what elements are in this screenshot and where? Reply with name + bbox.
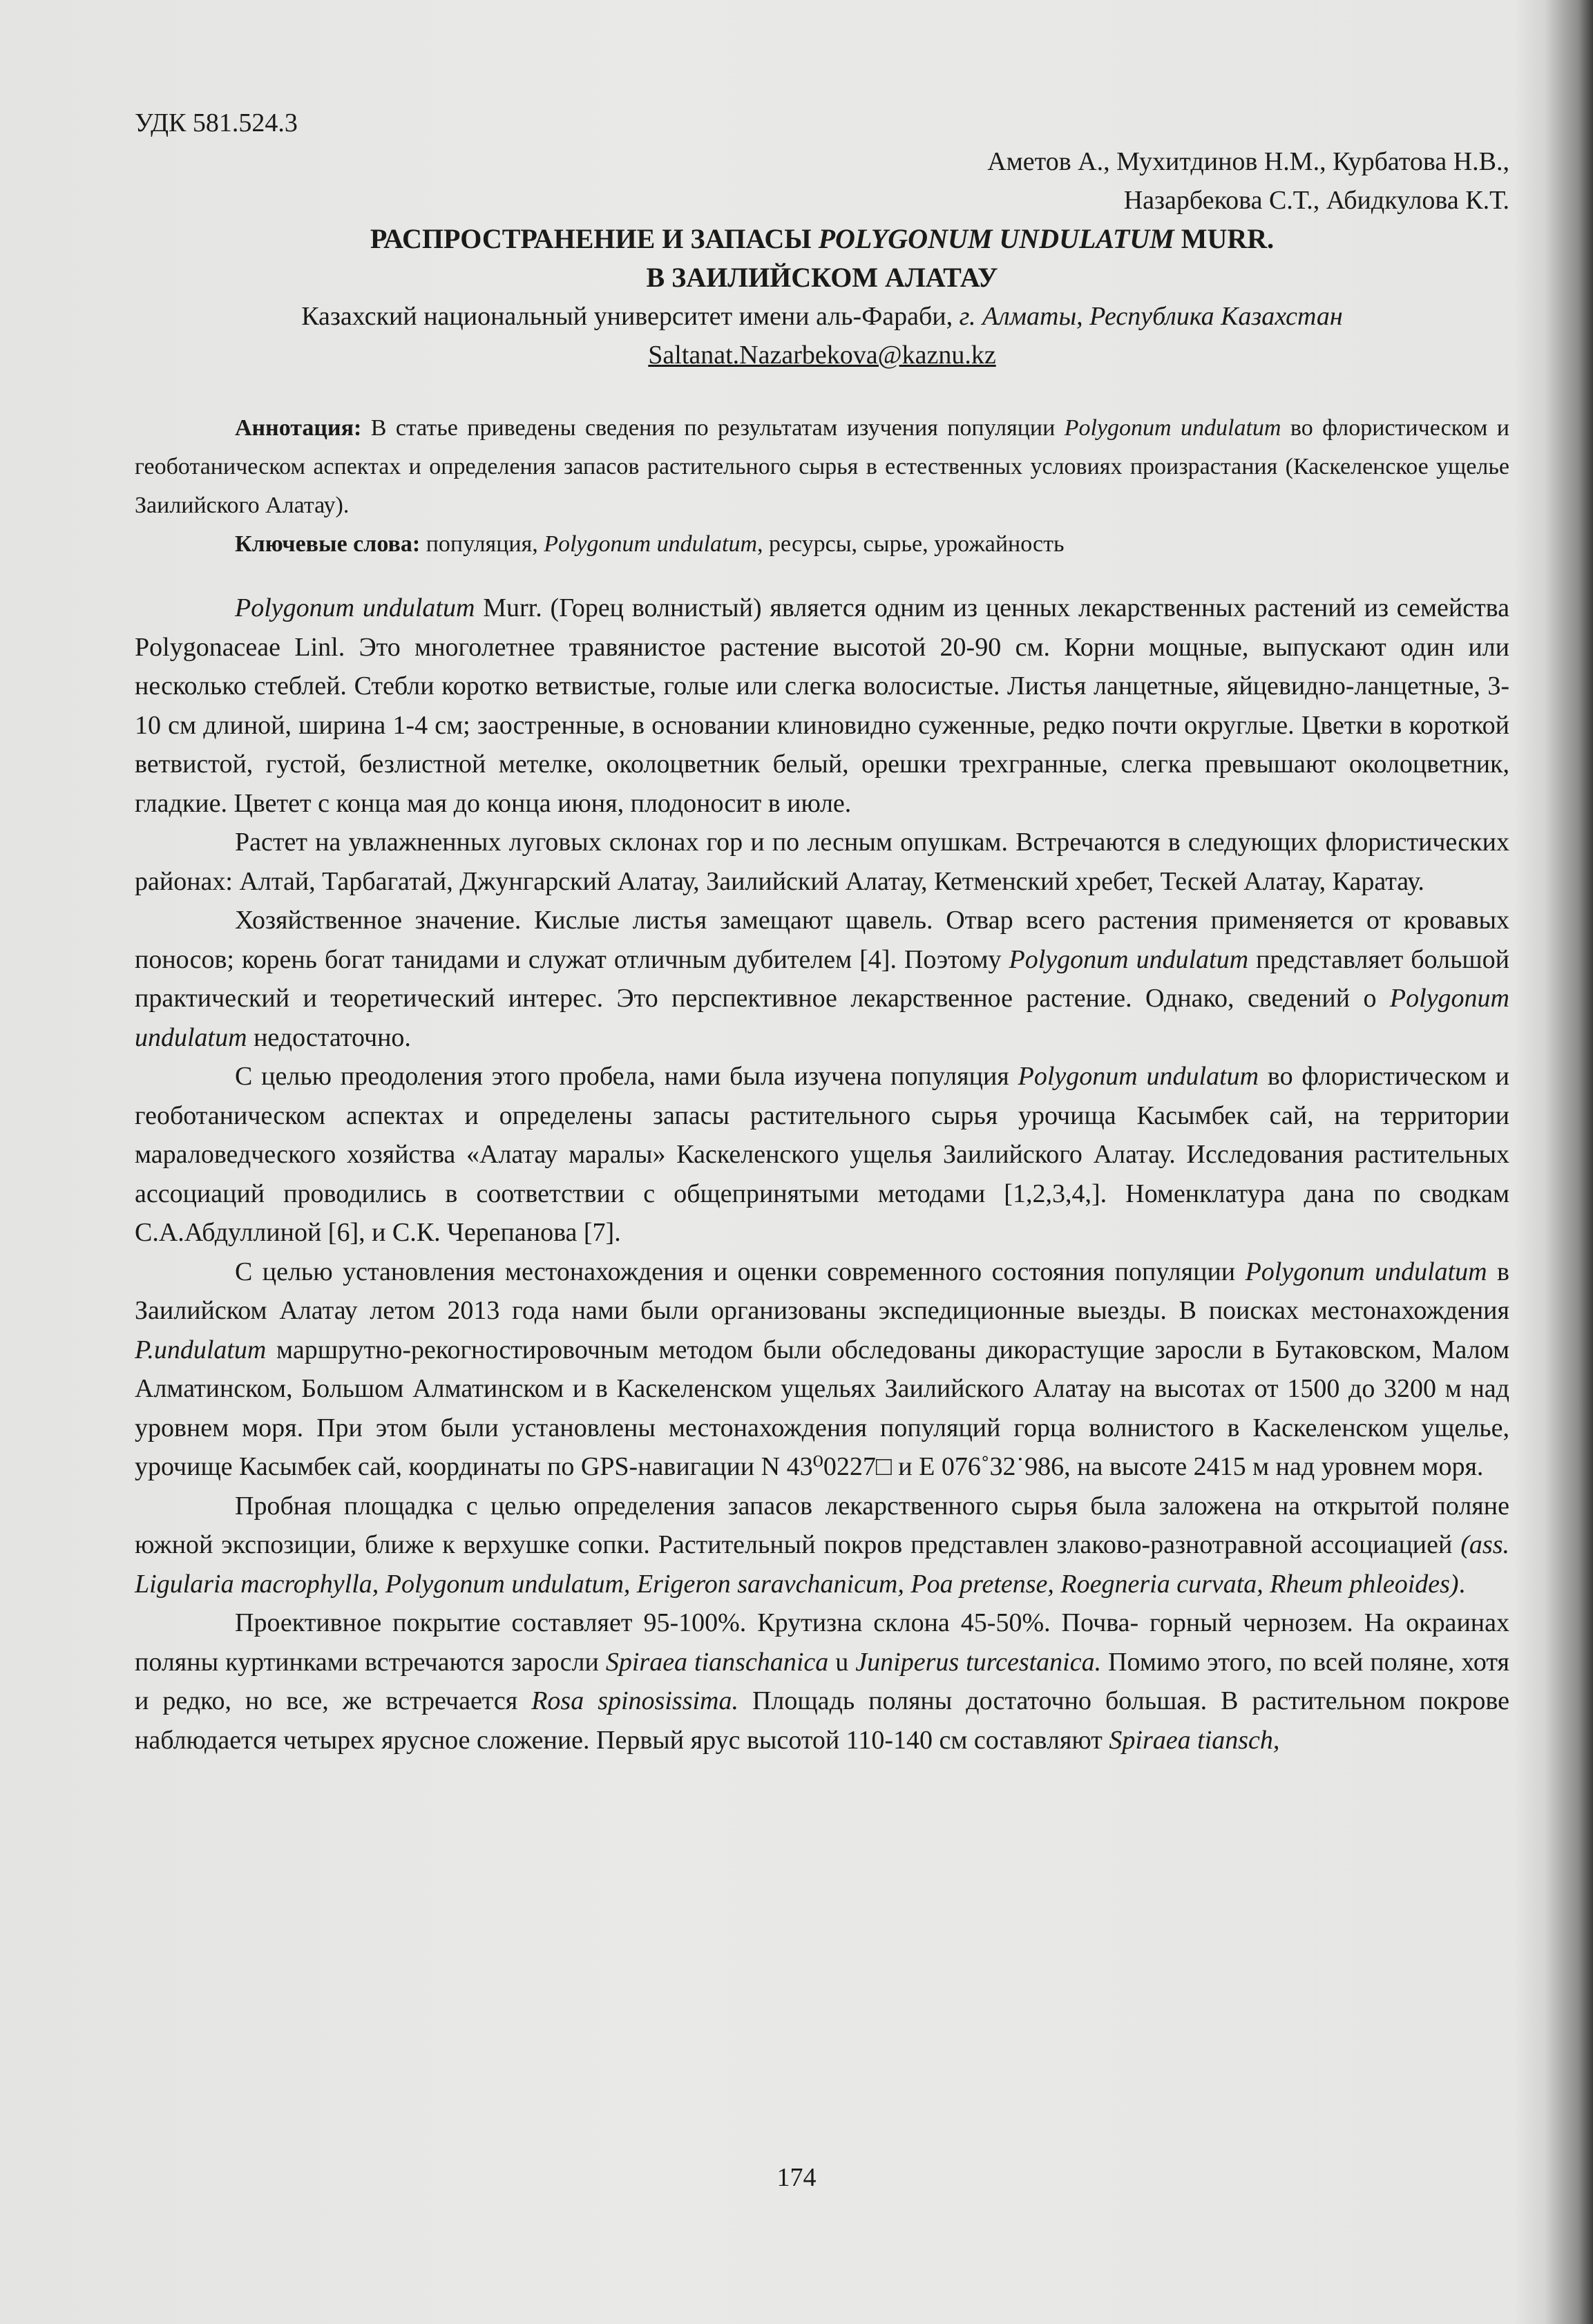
species-list: (ass. Ligularia macrophylla, Polygonum undulatum, Erigeron saravchanicum, Poa pretense, Roegneria curvata, Rheum phleoides) <box>135 1530 1509 1599</box>
paragraph-text: . <box>1458 1569 1466 1599</box>
paragraph-text: Проективное покрытие составляет 95-100%. Крутизна склона 45-50%. Почва- горный чернозем. На окраинах поляны куртинками встречаются заросли <box>135 1608 1509 1677</box>
authors-line-2: Назарбекова С.Т., Абидкулова К.Т. <box>1123 186 1509 215</box>
species-name: Rosa spinosissima. <box>531 1686 738 1715</box>
species-name: Spiraea tiansch, <box>1109 1725 1280 1755</box>
article-title-line-1 <box>135 220 1509 258</box>
paragraph-text: Помимо этого, по всей поляне, хотя и редко, но все, же встречается <box>135 1647 1510 1715</box>
abstract <box>135 409 1509 525</box>
paragraph-text: Хозяйственное значение. Кислые листья замещают щавель. Отвар всего растения применяется от кровавых поносов; корень богат танидами и служат отличным дубителем [4]. Поэтому <box>135 906 1509 974</box>
paragraph-text: недостаточно. <box>247 1022 411 1052</box>
paragraph-text: во флористическом и геоботаническом аспектах и определены запасы растительного сырья урочища Касымбек сай, на территории мараловедческого хозяйства «Алатау маралы» Каскеленского ущелья Заилийского Алатау. Исследования растительных ассоциаций проводились в соответствии с общепринятыми методами [1,2,3,4,]. Номенклатура дана по сводкам С.А.Абдуллиной [6], и С.К. Черепанова [7]. <box>135 1062 1510 1247</box>
keywords <box>135 525 1509 564</box>
paragraph-text: С целью установления местонахождения и оценки современного состояния популяции <box>235 1257 1246 1286</box>
title-species: POLYGONUM UNDULATUM <box>818 223 1174 254</box>
paragraph-6 <box>135 1487 1509 1604</box>
abstract-label: Аннотация: <box>235 415 362 441</box>
paragraph-text: u <box>828 1647 856 1677</box>
paragraph-text: Пробная площадка с целью определения запасов лекарственного сырья была заложена на открытой поляне южной экспозиции, ближе к верхушке сопки. Растительный покров представлен злаково-разнотравной ассоциацией <box>135 1491 1509 1559</box>
paragraph-text: представляет большой практический и теоретический интерес. Это перспективное лекарственное растение. Однако, сведений о <box>135 944 1509 1013</box>
abstract-species: Polygonum undulatum <box>1064 415 1281 441</box>
paragraph-5 <box>135 1253 1509 1487</box>
paragraph-text: Площадь поляны достаточно большая. В растительном покрове наблюдается четырех ярусное сложение. Первый ярус высотой 110-140 см составляют <box>135 1686 1509 1755</box>
paragraph-text: Murr. (Горец волнистый) является одним из ценных лекарственных растений из семейства Polygonaceae Linl. Это многолетнее травянистое растение высотой 20-90 см. Корни мощные, выпускают один или несколько стеблей. Стебли коротко ветвистые, голые или слегка волосистые. Листья ланцетные, яйцевидно-ланцетные, 3-10 см длиной, ширина 1-4 см; заостренные, в основании клиновидно суженные, редко почти округлые. Цветки в короткой ветвистой, густой, безлистной метелке, околоцветник белый, орешки трехгранные, слегка превышают околоцветник, гладкие. Цветет с конца мая до конца июня, плодоносит в июле. <box>135 593 1509 818</box>
species-name: P.undulatum <box>135 1335 267 1364</box>
page-number: 174 <box>776 2163 817 2192</box>
keywords-label: Ключевые слова: <box>235 531 421 557</box>
species-name: Polygonum undulatum <box>235 593 475 622</box>
affiliation-name: Казахский национальный университет имени аль-Фараби, <box>301 302 960 331</box>
paragraph-text: С целью преодоления этого пробела, нами была изучена популяция <box>235 1062 1018 1091</box>
affiliation <box>135 297 1509 336</box>
species-name: Polygonum undulatum <box>1245 1257 1487 1286</box>
paragraph-2: Растет на увлажненных луговых склонах гор и по лесным опушкам. Встречаются в следующих флористических районах: Алтай, Тарбагатай, Джунгарский Алатау, Заилийский Алатау, Кетменский хребет, Тескей Алатау, Каратау. <box>135 828 1509 896</box>
binding-shadow <box>1545 0 1593 2324</box>
paragraph-text: маршрутно-рекогностировочным методом были обследованы дикорастущие заросли в Бутаковском, Малом Алматинском, Большом Алматинском и в Каскеленском ущельях Заилийского Алатау на высотах от 1500 до 3200 м над уровнем моря. При этом были установлены местонахождения популяций горца волнистого в Каскеленском ущелье, урочище Касымбек сай, координаты по GPS-навигации N 43⁰0227□ и Е 076˚32˙986, на высоте 2415 м над уровнем моря. <box>135 1335 1509 1481</box>
abstract-text: В статье приведены сведения по результатам изучения популяции <box>361 415 1065 441</box>
article-title-line-2: В ЗАИЛИЙСКОМ АЛАТАУ <box>646 262 998 293</box>
species-name: Spiraea tianschanica <box>605 1647 829 1677</box>
keywords-text: , ресурсы, сырье, урожайность <box>757 531 1065 557</box>
keywords-species: Polygonum undulatum <box>544 531 758 557</box>
paragraph-7 <box>135 1603 1509 1760</box>
affiliation-city: г. Алматы, Республика Казахстан <box>959 302 1343 331</box>
authors-line-1: Аметов А., Мухитдинов Н.М., Курбатова Н.В., <box>987 147 1509 176</box>
species-name: Juniperus turcestanica. <box>855 1647 1102 1677</box>
title-part: РАСПРОСТРАНЕНИЕ И ЗАПАСЫ <box>370 223 819 254</box>
udc-code: УДК 581.524.3 <box>135 108 298 137</box>
species-name: Polygonum undulatum <box>1018 1062 1259 1091</box>
species-name: Polygonum undulatum <box>135 984 1509 1052</box>
paragraph-3 <box>135 901 1509 1057</box>
title-part: MURR. <box>1174 223 1275 254</box>
paragraph-1 <box>135 589 1509 823</box>
abstract-text: во флористическом и геоботаническом аспектах и определения запасов растительного сырья в естественных условиях произрастания (Каскеленское ущелье Заилийского Алатау). <box>135 415 1510 518</box>
article <box>135 104 1509 1760</box>
paragraph-4 <box>135 1057 1509 1253</box>
keywords-text: популяция, <box>420 531 544 557</box>
species-name: Polygonum undulatum <box>1009 944 1249 974</box>
email-link[interactable]: Saltanat.Nazarbekova@kaznu.kz <box>648 341 996 370</box>
paragraph-text: в Заилийском Алатау летом 2013 года нами были организованы экспедиционные выезды. В поисках местонахождения <box>135 1257 1509 1325</box>
